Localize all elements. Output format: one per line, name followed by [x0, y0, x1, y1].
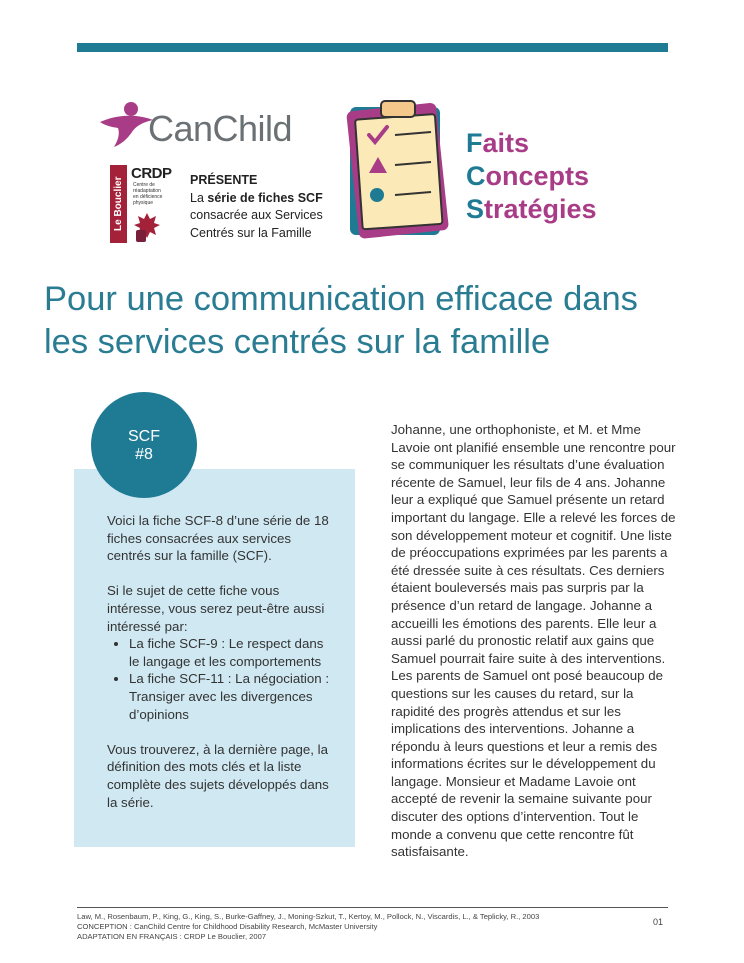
presente-line-2 — [190, 190, 323, 208]
presente-line-4: Centrés sur la Famille — [190, 225, 312, 240]
list-item: • La fiche SCF-9 : Le respect dans le langage et les comportements — [129, 635, 337, 670]
presente-text — [190, 172, 323, 242]
presente-prefix: La — [190, 190, 208, 205]
presente-series: série de fiches SCF — [207, 190, 323, 205]
footer-line-1: Law, M., Rosenbaum, P., King, G., King, S., Burke-Gaffney, J., Moning-Szkut, T., Kertoy, M., Pollock, N., Viscardis, L., & Teplicky, R., 2003 — [77, 912, 540, 921]
list-item: • La fiche SCF-11 : La négociation : Transiger avec les divergences d’opinions — [129, 670, 337, 723]
canchild-logo-text: CanChild — [148, 108, 293, 149]
body-paragraph: Johanne, une orthophoniste, et M. et Mme Lavoie ont planifié ensemble une rencontre pour se communiquer les résultats d’une évaluation récente de Samuel, leur fils de 4 ans. Johanne leur a expliqué que Samuel présente un retard important du langage. Elle a relevé les forces de son développement moteur et cognitif. Une liste de préoccupations exprimées par les parents a été dressée suite à ces résultats. Ces derniers étaient bouleversés mais pas surpris par la présence d’un retard de langage. Johanne a accueilli les émotions des parents. Elle leur a aussi parlé du pronostic relatif aux gains que Samuel pourrait faire suite à des interventions. Les parents de Samuel ont posé beaucoup de questions sur les causes du retard, sur la rapidité des progrès attendus et sur les implications des interventions. Johanne a répondu à leurs questions et leur a remis des informations écrites sur le développement du langage. Monsieur et Madame Lavoie ont accepté de revenir la semaine suivante pour discuter des options d’intervention. Tout le monde a convenu que cette rencontre fût satisfaisante. — [391, 422, 676, 860]
scf-badge — [91, 392, 197, 498]
fcs-strategies — [466, 193, 597, 226]
sidebar-bullet-list — [107, 635, 337, 723]
footer-line-2: CONCEPTION : CanChild Centre for Childhood Disability Research, McMaster University — [77, 922, 378, 931]
page-title-line-2: les services centrés sur la famille — [44, 323, 551, 361]
fcs-faits-cap: F — [466, 128, 483, 158]
fcs-faits — [466, 127, 597, 160]
page-number: 01 — [653, 917, 664, 927]
fcs-strategies-cap: S — [466, 194, 485, 224]
fcs-concepts-rest: oncepts — [485, 161, 590, 191]
fcs-heading — [466, 127, 597, 226]
fcs-concepts-cap: C — [466, 161, 486, 191]
presente-heading: PRÉSENTE — [190, 173, 258, 187]
sidebar-text — [107, 512, 337, 811]
fleur-de-lis-icon — [130, 210, 164, 244]
scf-badge-line-1: SCF — [128, 428, 160, 445]
bouclier-logo-text: Le Bouclier — [113, 176, 124, 232]
crdp-logo: CRDP — [131, 165, 172, 182]
page-title-line-1: Pour une communication efficace dans — [44, 280, 638, 318]
fcs-concepts — [466, 160, 597, 193]
footer-line-3: ADAPTATION EN FRANÇAIS : CRDP Le Bouclier, 2007 — [77, 932, 267, 941]
sidebar-intro: Voici la fiche SCF-8 d’une série de 18 fiches consacrées aux services centrés sur la famille (SCF). — [107, 513, 329, 564]
clipboard-icon — [345, 95, 457, 240]
footer-divider — [77, 907, 668, 908]
sidebar-closing: Vous trouverez, à la dernière page, la définition des mots clés et la liste complète des sujets développés dans la série. — [107, 741, 329, 810]
crdp-subtitle: Centre de réadaptation en déficience physique — [133, 182, 163, 206]
sidebar-interest: Si le sujet de cette fiche vous intéresse, vous serez peut-être aussi intéressé par: — [107, 583, 325, 634]
fcs-strategies-rest: tratégies — [484, 194, 597, 224]
page-title — [44, 278, 724, 364]
top-accent-bar — [77, 43, 668, 52]
footer-credits — [77, 912, 617, 942]
fcs-faits-rest: aits — [482, 128, 530, 158]
scf-badge-line-2: #8 — [135, 446, 153, 463]
presente-line-3: consacrée aux Services — [190, 208, 323, 222]
